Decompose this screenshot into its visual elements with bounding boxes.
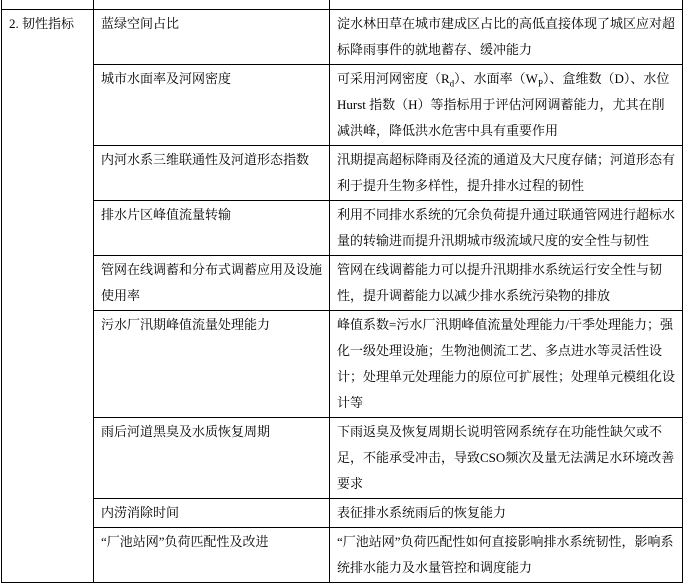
description-cell: [330, 311, 683, 418]
description-text: ）、水面率（W: [454, 71, 538, 86]
table-row: [2, 256, 683, 311]
description-cell: [330, 201, 683, 256]
indicator-cell: 雨后河道黑臭及水质恢复周期: [94, 418, 330, 499]
description-cell: [330, 499, 683, 528]
indicator-table-body: [2, 0, 683, 583]
description-text: 汛期提高超标降雨及径流的通道及大尺度存储；河道形态有利于提升生物多样性，提升排水过程的韧性: [337, 152, 676, 193]
indicator-cell: 内涝消除时间: [94, 499, 330, 528]
table-row: [2, 528, 683, 583]
description-text: 表征排水系统雨后的恢复能力: [337, 505, 507, 520]
table-row: [2, 65, 683, 146]
description-cell: [330, 256, 683, 311]
table-row: [2, 311, 683, 418]
description-text: 可采用河网密度（R: [337, 71, 450, 86]
table-row: [2, 201, 683, 256]
description-text: 管网在线调蓄能力可以提升汛期排水系统运行安全性与韧性，提升调蓄能力以减少排水系统污染物的排放: [337, 262, 663, 303]
description-text: 利用不同排水系统的冗余负荷提升通过联通管网进行超标水量的转输进而提升汛期城市级流域尺度的安全性与韧性: [337, 207, 676, 248]
sliver-cell: [2, 0, 94, 10]
description-cell: [330, 418, 683, 499]
description-text: ）、盒维数（D）、水位Hurst 指数（H）等指标用于评估河网调蓄能力，尤其在削减洪峰，降低洪水危害中具有重要作用: [337, 71, 670, 138]
indicator-cell: 管网在线调蓄和分布式调蓄应用及设施使用率: [94, 256, 330, 311]
table-row: [2, 10, 683, 65]
description-text: 峰值系数=污水厂汛期峰值流量处理能力/干季处理能力；强化一级处理设施；生物池侧流工艺、多点进水等灵活性设计；处理单元处理能力的原位可扩展性；处理单元模组化设计等: [337, 317, 676, 410]
indicator-table: [1, 0, 683, 583]
indicator-cell: 排水片区峰值流量转输: [94, 201, 330, 256]
sliver-cell: [330, 0, 683, 10]
category-cell: 2. 韧性指标: [2, 10, 94, 583]
description-cell: [330, 10, 683, 65]
description-text: “厂池站网”负荷匹配性如何直接影响排水系统韧性，影响系统排水能力及水量管控和调度能力: [337, 534, 674, 575]
description-text: 淀水林田草在城市建成区占比的高低直接体现了城区应对超标降雨事件的就地蓄存、缓冲能力: [337, 16, 676, 57]
indicator-cell: 污水厂汛期峰值流量处理能力: [94, 311, 330, 418]
subscript-text: d: [449, 78, 455, 89]
previous-row-sliver: [2, 0, 683, 10]
sliver-cell: [94, 0, 330, 10]
table-row: [2, 499, 683, 528]
description-text: 下雨返臭及恢复周期长说明管网系统存在功能性缺欠或不足，不能承受冲击，导致CSO频次及量无法满足水环境改善要求: [337, 424, 675, 491]
description-cell: [330, 146, 683, 201]
description-cell: [330, 65, 683, 146]
indicator-cell: 城市水面率及河网密度: [94, 65, 330, 146]
table-row: [2, 418, 683, 499]
indicator-cell: “厂池站网”负荷匹配性及改进: [94, 528, 330, 583]
table-row: [2, 146, 683, 201]
indicator-cell: 蓝绿空间占比: [94, 10, 330, 65]
subscript-text: P: [537, 78, 543, 89]
indicator-cell: 内河水系三维联通性及河道形态指数: [94, 146, 330, 201]
description-cell: [330, 528, 683, 583]
